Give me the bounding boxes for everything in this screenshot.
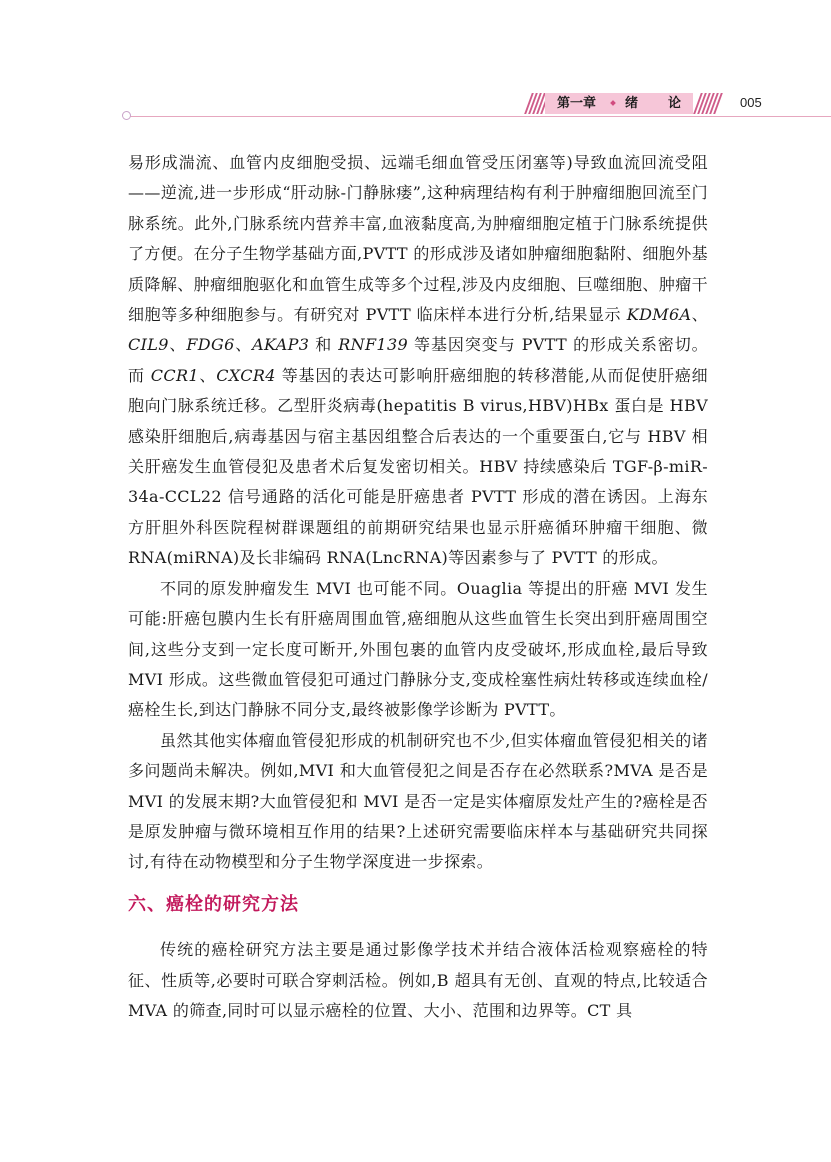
section-heading: 六、癌栓的研究方法 bbox=[128, 893, 299, 915]
text-run: 易形成湍流、血管内皮细胞受损、远端毛细血管受压闭塞等)导致血流回流受阻——逆流,进一步形成“肝动脉-门静脉瘘”,这种病理结构有利于肿瘤细胞回流至门脉系统。此外,门脉系统内营养丰富,血液黏度高,为肿瘤细胞定植于门脉系统提供了方便。在分子生物学基础方面,PVTT 的形成涉及诸如肿瘤细胞黏附、细胞外基质降解、肿瘤细胞驱化和血管生成等多个过程,涉及内皮细胞、巨噬细胞、肿瘤干细胞等多种细胞参与。有研究对 PVTT 临床样本进行分析,结果显示 bbox=[128, 153, 708, 325]
header-rule bbox=[130, 116, 831, 117]
text-run: 等基因突变与 PVTT 的形成关系密切。而 bbox=[128, 335, 708, 385]
header-stripes-left bbox=[528, 93, 546, 114]
text-run: 和 bbox=[309, 335, 339, 355]
chapter-title-char-2: 论 bbox=[668, 96, 682, 111]
paragraph-3: 虽然其他实体瘤血管侵犯形成的机制研究也不少,但实体瘤血管侵犯相关的诸多问题尚未解决。例如,MVI 和大血管侵犯之间是否存在必然联系?MVA 是否是 MVI 的发展末期?大血管侵犯和 MVI 是否一定是实体瘤原发灶产生的?癌栓是否是原发肿瘤与微环境相互作用的结果?上述研究需要临床样本与基础研究共同探讨,有待在动物模型和分子生物学深度进一步探索。 bbox=[128, 730, 708, 872]
text-run: 等基因的表达可影响肝癌细胞的转移潜能,从而促使肝癌细胞向门脉系统迁移。乙型肝炎病毒(hepatitis B virus,HBV)HBx 蛋白是 HBV 感染肝细胞后,病毒基因与宿主基因组整合后表达的一个重要蛋白,它与 HBV 相关肝癌发生血管侵犯及患者术后复发密切相关。HBV 持续感染后 TGF-β-miR-34a-CCL22 信号通路的活化可能是肝癌患者 PVTT 形成的潜在诱因。上海东方肝胆外科医院程树群课题组的前期研究结果也显示肝癌循环肿瘤干细胞、微 RNA(miRNA)及长非编码 RNA(LncRNA)等因素参与了 PVTT 的形成。 bbox=[128, 365, 708, 568]
paragraph-1 bbox=[128, 148, 708, 574]
gene-name: AKAP3 bbox=[252, 335, 310, 355]
gene-name: CIL9 bbox=[128, 335, 169, 355]
header-circle-ornament bbox=[122, 111, 131, 120]
text-run: 、 bbox=[691, 305, 708, 325]
text-run: 、 bbox=[234, 335, 253, 355]
header-stripes-right bbox=[697, 93, 719, 114]
gene-name: CXCR4 bbox=[216, 365, 276, 385]
paragraph-2: 不同的原发肿瘤发生 MVI 也可能不同。Ouaglia 等提出的肝癌 MVI 发生可能:肝癌包膜内生长有肝癌周围血管,癌细胞从这些血管生长突出到肝癌周围空间,这些分支到一定长度可断开,外围包裹的血管内皮受破坏,形成血栓,最后导致 MVI 形成。这些微血管侵犯可通过门静脉分支,变成栓塞性病灶转移或连续血栓/癌栓生长,到达门静脉不同分支,最终被影像学诊断为 PVTT。 bbox=[128, 578, 708, 720]
chapter-label: 第一章 bbox=[557, 96, 597, 111]
text-run: 、 bbox=[168, 335, 187, 355]
paragraph-4: 传统的癌栓研究方法主要是通过影像学技术并结合液体活检观察癌栓的特征、性质等,必要时可联合穿刺活检。例如,B 超具有无创、直观的特点,比较适合 MVA 的筛查,同时可以显示癌栓的位置、大小、范围和边界等。CT 具 bbox=[128, 940, 708, 1020]
page-number: 005 bbox=[740, 95, 762, 110]
gene-name: CCR1 bbox=[150, 365, 199, 385]
gene-name: KDM6A bbox=[626, 305, 692, 325]
chapter-title-char-1: 绪 bbox=[625, 96, 639, 111]
gene-name: RNF139 bbox=[338, 335, 409, 355]
main-body-text bbox=[128, 148, 708, 1026]
gene-name: FDG6 bbox=[186, 335, 235, 355]
text-run: 、 bbox=[198, 365, 217, 385]
page-header bbox=[0, 0, 831, 130]
